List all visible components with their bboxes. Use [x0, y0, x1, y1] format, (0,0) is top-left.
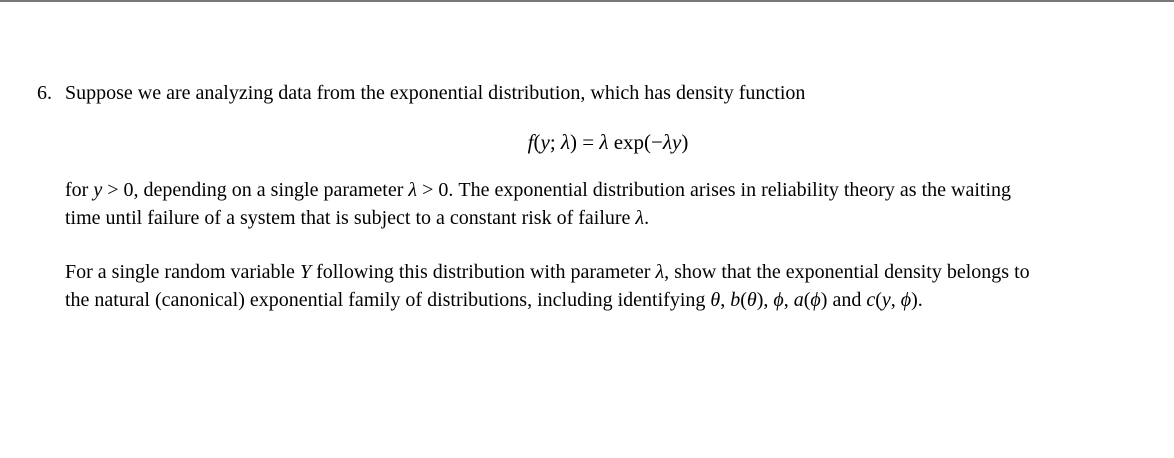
p2-c: , show that the exponential density belongs to — [664, 261, 1030, 283]
eq-lambda3: λ — [662, 130, 673, 154]
p2-c-y: y — [881, 289, 891, 311]
p2-theta: θ — [710, 289, 721, 311]
p2-theta2-close: ), — [756, 289, 774, 311]
p2-theta2: θ — [746, 289, 757, 311]
eq-y2: y — [672, 130, 682, 154]
eq-semi: ; — [549, 130, 561, 154]
p1-gt0: > 0, depending on a single parameter — [102, 179, 409, 201]
p1-lambda2: λ — [635, 207, 645, 229]
p2-c-phi: ϕ — [900, 289, 912, 311]
question-number: 6. — [37, 82, 52, 104]
top-border — [0, 0, 1174, 2]
p2-c-open: ( — [875, 289, 882, 311]
eq-y: y — [540, 130, 550, 154]
para2-line1 — [65, 260, 1030, 284]
p2-theta2-open: ( — [740, 289, 747, 311]
p1-lambda: λ — [408, 179, 418, 201]
density-equation — [0, 130, 1174, 154]
p1-line2-text: time until failure of a system that is subject to a constant risk of failure — [65, 207, 636, 229]
p2-b-fn: b — [730, 289, 741, 311]
eq-exp: exp(− — [608, 130, 663, 154]
para2-line2 — [65, 288, 923, 312]
p2-c-close: ). — [911, 289, 923, 311]
p2-phi2-open: ( — [803, 289, 811, 311]
p2-comma2: , — [783, 289, 794, 311]
para1-line2 — [65, 206, 649, 230]
p2-lambda: λ — [655, 261, 665, 283]
para1-line1 — [65, 178, 1011, 202]
p2-a: For a single random variable — [65, 261, 300, 283]
p2-phi: ϕ — [773, 289, 784, 311]
p1-rest: > 0. The exponential distribution arises in reliability theory as the waiting — [417, 179, 1012, 201]
p1-for: for — [65, 179, 94, 201]
eq-equals: ) = — [570, 130, 600, 154]
eq-close: ) — [681, 130, 689, 154]
p2-b: following this distribution with parameter — [311, 261, 656, 283]
eq-lambda2: λ — [599, 130, 609, 154]
p2-c-fn: c — [866, 289, 876, 311]
p2-line2-text: the natural (canonical) exponential family of distributions, including identifying — [65, 289, 711, 311]
p2-phi2: ϕ — [810, 289, 821, 311]
p1-y: y — [93, 179, 103, 201]
p2-Y: Y — [299, 261, 312, 283]
p2-a-fn: a — [793, 289, 804, 311]
p2-phi2-close: ) and — [820, 289, 867, 311]
eq-open: ( — [533, 130, 541, 154]
p1-end: . — [644, 207, 650, 229]
eq-lambda: λ — [560, 130, 571, 154]
intro-text: Suppose we are analyzing data from the exponential distribution, which has density function — [65, 82, 806, 104]
question-intro — [37, 81, 805, 105]
eq-f: f — [527, 130, 534, 154]
p2-comma1: , — [720, 289, 731, 311]
p2-c-comma: , — [890, 289, 901, 311]
